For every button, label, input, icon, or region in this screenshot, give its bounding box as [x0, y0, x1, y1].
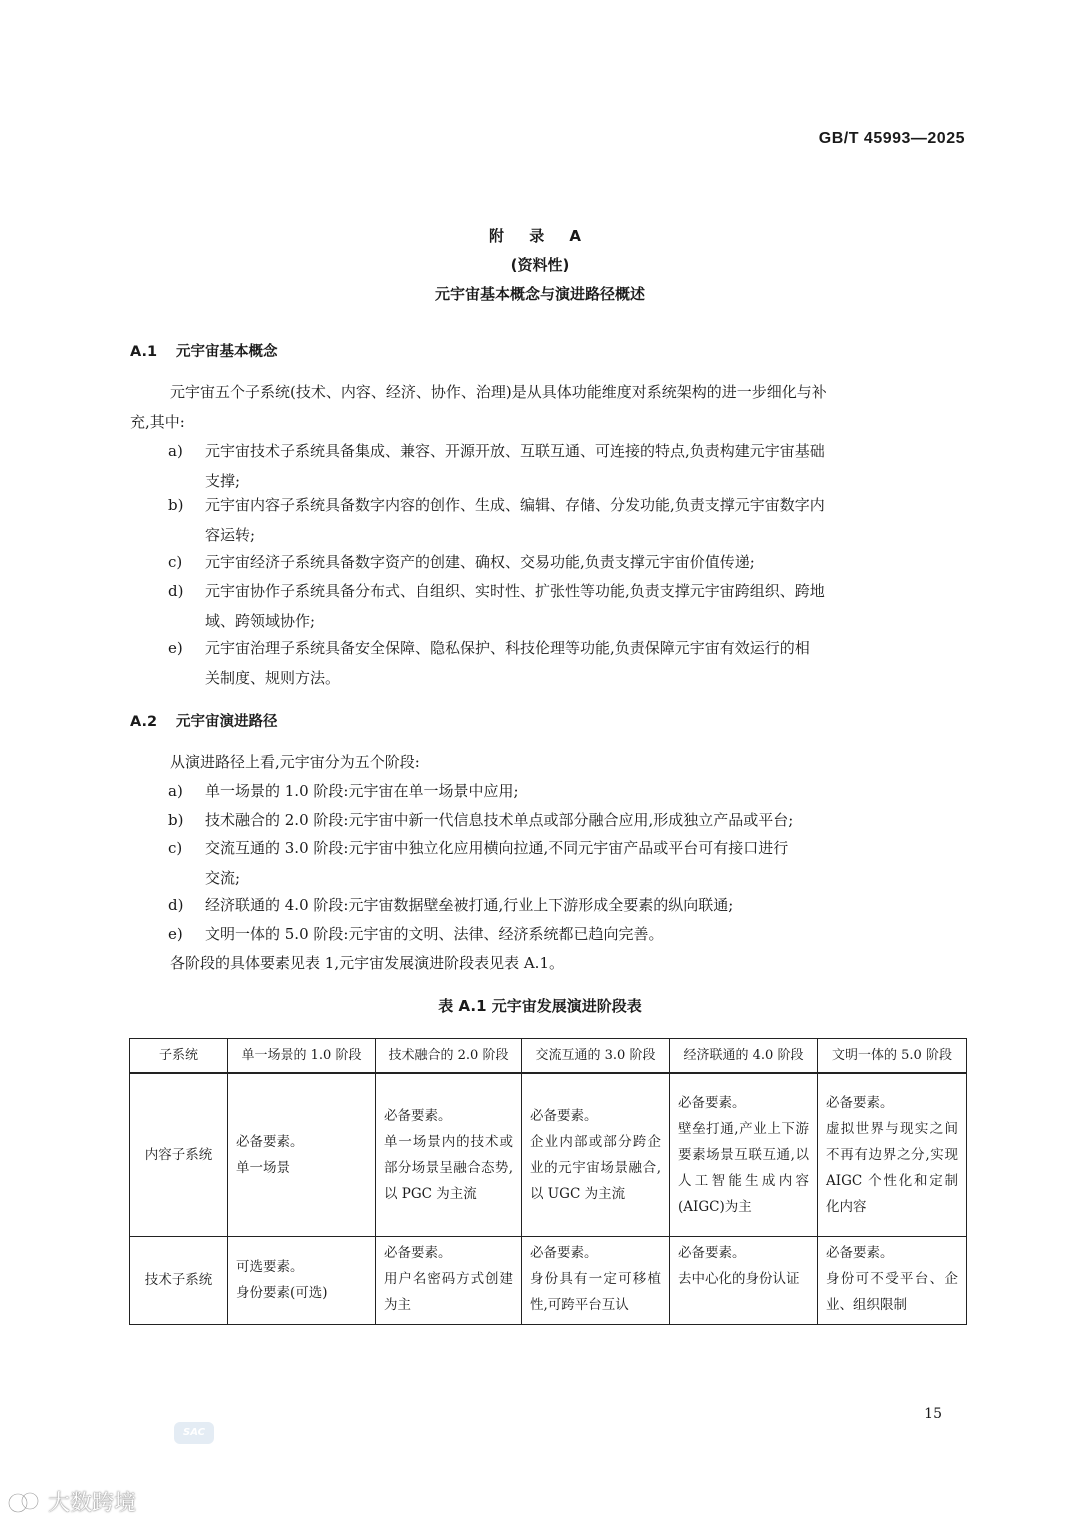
- table-cell: 必备要素。 壁垒打通,产业上下游要素场景互联互通,以人工智能生成内容(AIGC)为主: [670, 1073, 818, 1236]
- watermark: [8, 1486, 136, 1517]
- table-header-cell: 交流互通的 3.0 阶段: [522, 1039, 670, 1074]
- table-row: [130, 1236, 967, 1324]
- a1-list-item: [168, 547, 965, 577]
- section-title: 元宇宙基本概念: [176, 344, 278, 360]
- table-header-cell: 经济联通的 4.0 阶段: [670, 1039, 818, 1074]
- list-text: 技术融合的 2.0 阶段:元宇宙中新一代信息技术单点或部分融合应用,形成独立产品或平台;: [205, 811, 794, 829]
- list-text: 文明一体的 5.0 阶段:元宇宙的文明、法律、经济系统都已趋向完善。: [205, 925, 664, 943]
- table-header-cell: 技术融合的 2.0 阶段: [376, 1039, 522, 1074]
- watermark-icon: [8, 1490, 42, 1514]
- appendix-title: 元宇宙基本概念与演进路径概述: [434, 285, 645, 303]
- table-cell: 必备要素。 单一场景: [228, 1073, 376, 1236]
- watermark-text: 大数跨境: [48, 1491, 137, 1516]
- a2-list-item: [168, 890, 965, 920]
- table-cell: 必备要素。 去中心化的身份认证: [670, 1236, 818, 1324]
- a2-list-item: [168, 805, 965, 835]
- list-text: 经济联通的 4.0 阶段:元宇宙数据壁垒被打通,行业上下游形成全要素的纵向联通;: [205, 896, 734, 914]
- table-cell: 必备要素。 单一场景内的技术或部分场景呈融合态势,以 PGC 为主流: [376, 1073, 522, 1236]
- list-text: 元宇宙协作子系统具备分布式、自组织、实时性、扩张性等功能,负责支撑元宇宙跨组织、跨地: [205, 582, 825, 600]
- list-text: 元宇宙经济子系统具备数字资产的创建、确权、交易功能,负责支撑元宇宙价值传递;: [205, 553, 755, 571]
- section-a2-heading: [130, 710, 278, 731]
- section-a1-heading: [130, 340, 278, 361]
- list-label: c): [168, 553, 183, 571]
- list-label: e): [168, 925, 183, 943]
- table-cell: 必备要素。 身份可不受平台、企业、组织限制: [818, 1236, 967, 1324]
- table-row-head: 内容子系统: [130, 1073, 228, 1236]
- appendix-label: 附 录 A: [488, 227, 592, 245]
- a1-list-item: [168, 576, 965, 636]
- a2-list-item: [168, 776, 965, 806]
- list-label: c): [168, 839, 183, 857]
- list-label: b): [168, 496, 184, 514]
- a1-list-item: [168, 490, 965, 550]
- a2-intro: 从演进路径上看,元宇宙分为五个阶段:: [170, 753, 420, 771]
- appendix-nature: (资料性): [510, 256, 570, 274]
- a1-list-item: [168, 633, 965, 693]
- list-text-cont: 关制度、规则方法。: [205, 669, 341, 687]
- list-label: a): [168, 442, 183, 460]
- table-cell: 必备要素。 身份具有一定可移植性,可跨平台互认: [522, 1236, 670, 1324]
- table-header-cell: 文明一体的 5.0 阶段: [818, 1039, 967, 1074]
- list-label: b): [168, 811, 184, 829]
- list-text: 元宇宙内容子系统具备数字内容的创作、生成、编辑、存储、分发功能,负责支撑元宇宙数字内: [205, 496, 825, 514]
- table-cell: 必备要素。 用户名密码方式创建为主: [376, 1236, 522, 1324]
- list-text: 元宇宙技术子系统具备集成、兼容、开源开放、互联互通、可连接的特点,负责构建元宇宙基础: [205, 442, 825, 460]
- table-header-row: [130, 1039, 967, 1074]
- list-text-cont: 支撑;: [205, 472, 241, 490]
- list-label: a): [168, 782, 183, 800]
- a2-list-item: [168, 919, 965, 949]
- table-header-cell: 子系统: [130, 1039, 228, 1074]
- list-text: 交流互通的 3.0 阶段:元宇宙中独立化应用横向拉通,不同元宇宙产品或平台可有接口进行: [205, 839, 789, 857]
- table-cell: 必备要素。 虚拟世界与现实之间不再有边界之分,实现 AIGC 个性化和定制化内容: [818, 1073, 967, 1236]
- a1-intro: 元宇宙五个子系统(技术、内容、经济、协作、治理)是从具体功能维度对系统架构的进一步细化与补: [170, 383, 827, 401]
- list-text-cont: 交流;: [205, 869, 241, 887]
- table-row-head: 技术子系统: [130, 1236, 228, 1324]
- page-number: 15: [924, 1406, 942, 1422]
- section-number: A.2: [130, 714, 158, 730]
- table-title: 表 A.1 元宇宙发展演进阶段表: [438, 997, 642, 1015]
- list-label: d): [168, 582, 184, 600]
- list-label: d): [168, 896, 184, 914]
- list-label: e): [168, 639, 183, 657]
- a1-intro-cont: 充,其中:: [130, 413, 185, 431]
- list-text-cont: 容运转;: [205, 526, 256, 544]
- table-cell: 可选要素。 身份要素(可选): [228, 1236, 376, 1324]
- list-text: 元宇宙治理子系统具备安全保障、隐私保护、科技伦理等功能,负责保障元宇宙有效运行的相: [205, 639, 810, 657]
- table-cell: 必备要素。 企业内部或部分跨企业的元宇宙场景融合,以 UGC 为主流: [522, 1073, 670, 1236]
- table-row: [130, 1073, 967, 1236]
- a2-list-item: [168, 833, 965, 893]
- section-title: 元宇宙演进路径: [176, 714, 278, 730]
- standard-number: GB/T 45993—2025: [818, 130, 965, 147]
- sac-logo: SAC: [174, 1422, 214, 1444]
- list-text: 单一场景的 1.0 阶段:元宇宙在单一场景中应用;: [205, 782, 519, 800]
- a2-outro: 各阶段的具体要素见表 1,元宇宙发展演进阶段表见表 A.1。: [170, 954, 564, 972]
- section-number: A.1: [130, 344, 158, 360]
- a1-list-item: [168, 436, 965, 496]
- stage-table: [129, 1038, 967, 1325]
- table-header-cell: 单一场景的 1.0 阶段: [228, 1039, 376, 1074]
- list-text-cont: 域、跨领域协作;: [205, 612, 316, 630]
